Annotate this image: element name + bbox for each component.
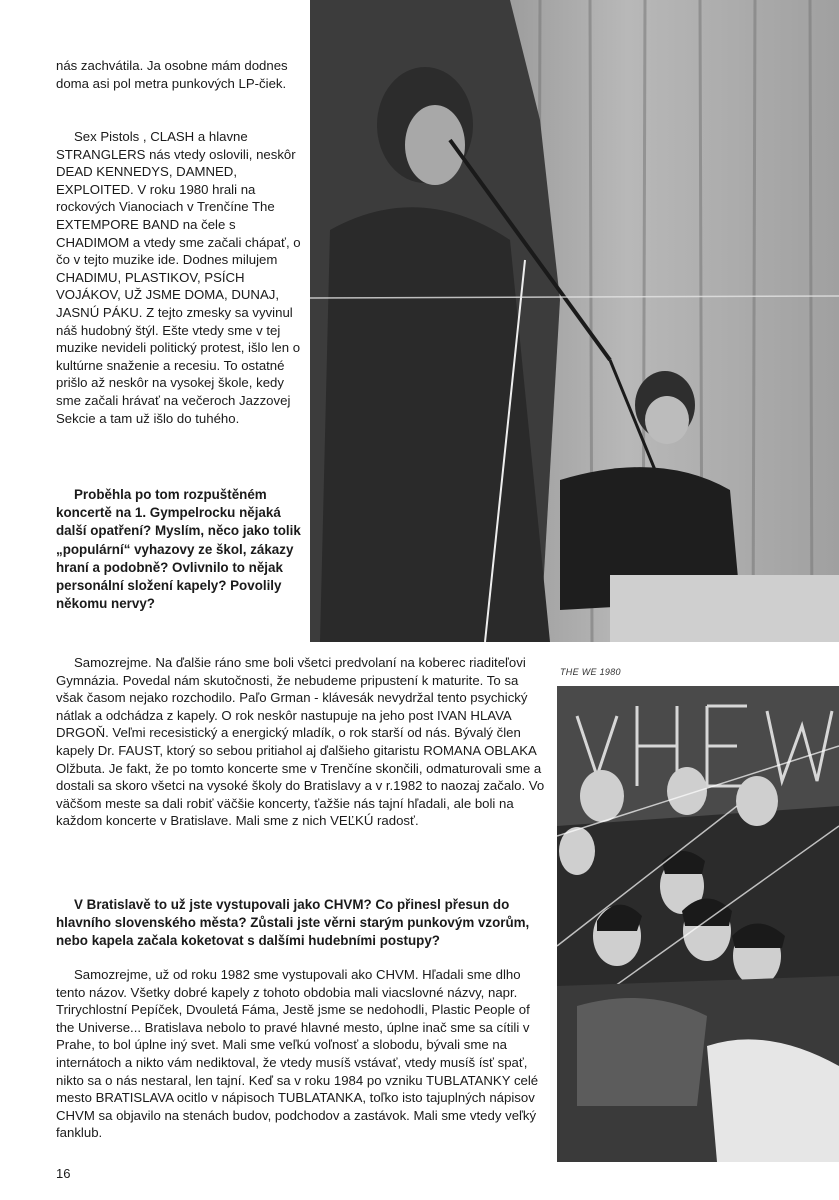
concert-photo xyxy=(310,0,839,642)
answer-1-block xyxy=(56,654,548,830)
influences-paragraph: Sex Pistols , CLASH a hlavne STRANGLERS nás vtedy oslovili, neskôr DEAD KENNEDYS, DAMNED, EXPLOITED. V roku 1980 hrali na rockových Vianociach v Trenčíne The EXTEMPORE BAND na čele s CHADIMOM a vtedy sme začali chápať, o čo v tejto muzike ide. Dodnes milujem CHADIMU, PLASTIKOV, PSÍCH VOJÁKOV, UŽ JSME DOMA, DUNAJ, JASNÚ PÁKU. Z tejto zmesky sa vyvinul náš hudobný štýl. Ešte vtedy sme v tej muzike nevideli politický protest, išlo len o kultúrne snaženie a recesiu. To ostatné prišlo až neskôr na vysokej škole, kedy sme začali hrávať na večeroch Jazzovej Sekcie a tam už išlo do tuhého. xyxy=(56,129,301,426)
intro-paragraph: nás zachvátila. Ja osobne mám dodnes doma asi pol metra punkových LP-čiek. xyxy=(56,58,288,91)
answer-2: Samozrejme, už od roku 1982 sme vystupovali ako CHVM. Hľadali sme dlho tento názov. Všetky dobré kapely z tohoto obdobia mali viacslovné názvy, napr. Trirychlostní Pepíček, Dvouletá Fáma, Jestě jsme se nedohodli, Plastic People of the Universe... Bratislava nebolo to pravé hlavné mesto, úplne inač sme sa cítili v Prahe, to bol úplne iný svet. Mali sme veľkú voľnosť a slobodu, bývali sme na internátoch a nikto vám nediktoval, že vtedy musíš vstávať, vtedy musíš ísť spať, nikto sa o nás nestaral, len tajní. Keď sa v roku 1984 po vzniku TUBLATANKY celé mesto BRATISLAVA ocitlo v nápisoch TUBLATANKA, toľko isto tajuplných nápisov CHVM sa objavilo na stenách budov, podchodov a zastávok. Mali sme vtedy veľký fanklub. xyxy=(56,967,539,1141)
question-1: Proběhla po tom rozpuštěném koncertě na 1. Gympelrocku nějaká další opatření? Myslím, něco jako tolik „populární“ vyhazovy ze škol, zákazy hraní a podobně? Ovlivnilo to nějak personální složení kapely? Povolily někomu nervy? xyxy=(56,487,301,612)
answer-2-block xyxy=(56,966,548,1142)
band-photo xyxy=(557,686,839,1162)
question-2-block xyxy=(56,896,550,951)
intro-paragraph-block xyxy=(56,57,301,92)
photo-caption: THE WE 1980 xyxy=(560,667,621,677)
page-number: 16 xyxy=(56,1166,71,1181)
question-2: V Bratislavě to už jste vystupovali jako CHVM? Co přinesl přesun do hlavního slovenského města? Zůstali jste věrni starým punkovým vzorům, nebo kapela začala koketovat s dalšími hudebními postupy? xyxy=(56,897,530,949)
question-1-block xyxy=(56,486,301,613)
answer-1: Samozrejme. Na ďalšie ráno sme boli všetci predvolaní na koberec riaditeľovi Gymnázia. Povedal nám skutočnosti, že nebudeme pripustení k maturite. To sa však časom nejako rozchodilo. Paľo Grman - klávesák nevydržal tento psychický nátlak a odchádza z kapely. O rok neskôr nastupuje na jeho post IVAN HLAVA DRGOŇ. Veľmi recesistický a energický mladík, o rok starší od nás. Bývalý člen kapely Dr. FAUST, ktorý so sebou pritiahol aj ďalšieho gitaristu ROMANA OBLAKA Olžbuta. Je fakt, že po tomto koncerte sme v Trenčíne skončili, odmaturovali sme a dostali sa skoro všetci na vysoké školy do Bratislavy a v r.1982 to naozaj začalo. Vo väčšom meste sa dali robiť väčšie koncerty, ťažšie nás tajní hľadali, ale boli na každom koncerte v Bratislave. Mali sme z nich VEĽKÚ radosť. xyxy=(56,655,545,829)
influences-paragraph-block xyxy=(56,128,301,427)
